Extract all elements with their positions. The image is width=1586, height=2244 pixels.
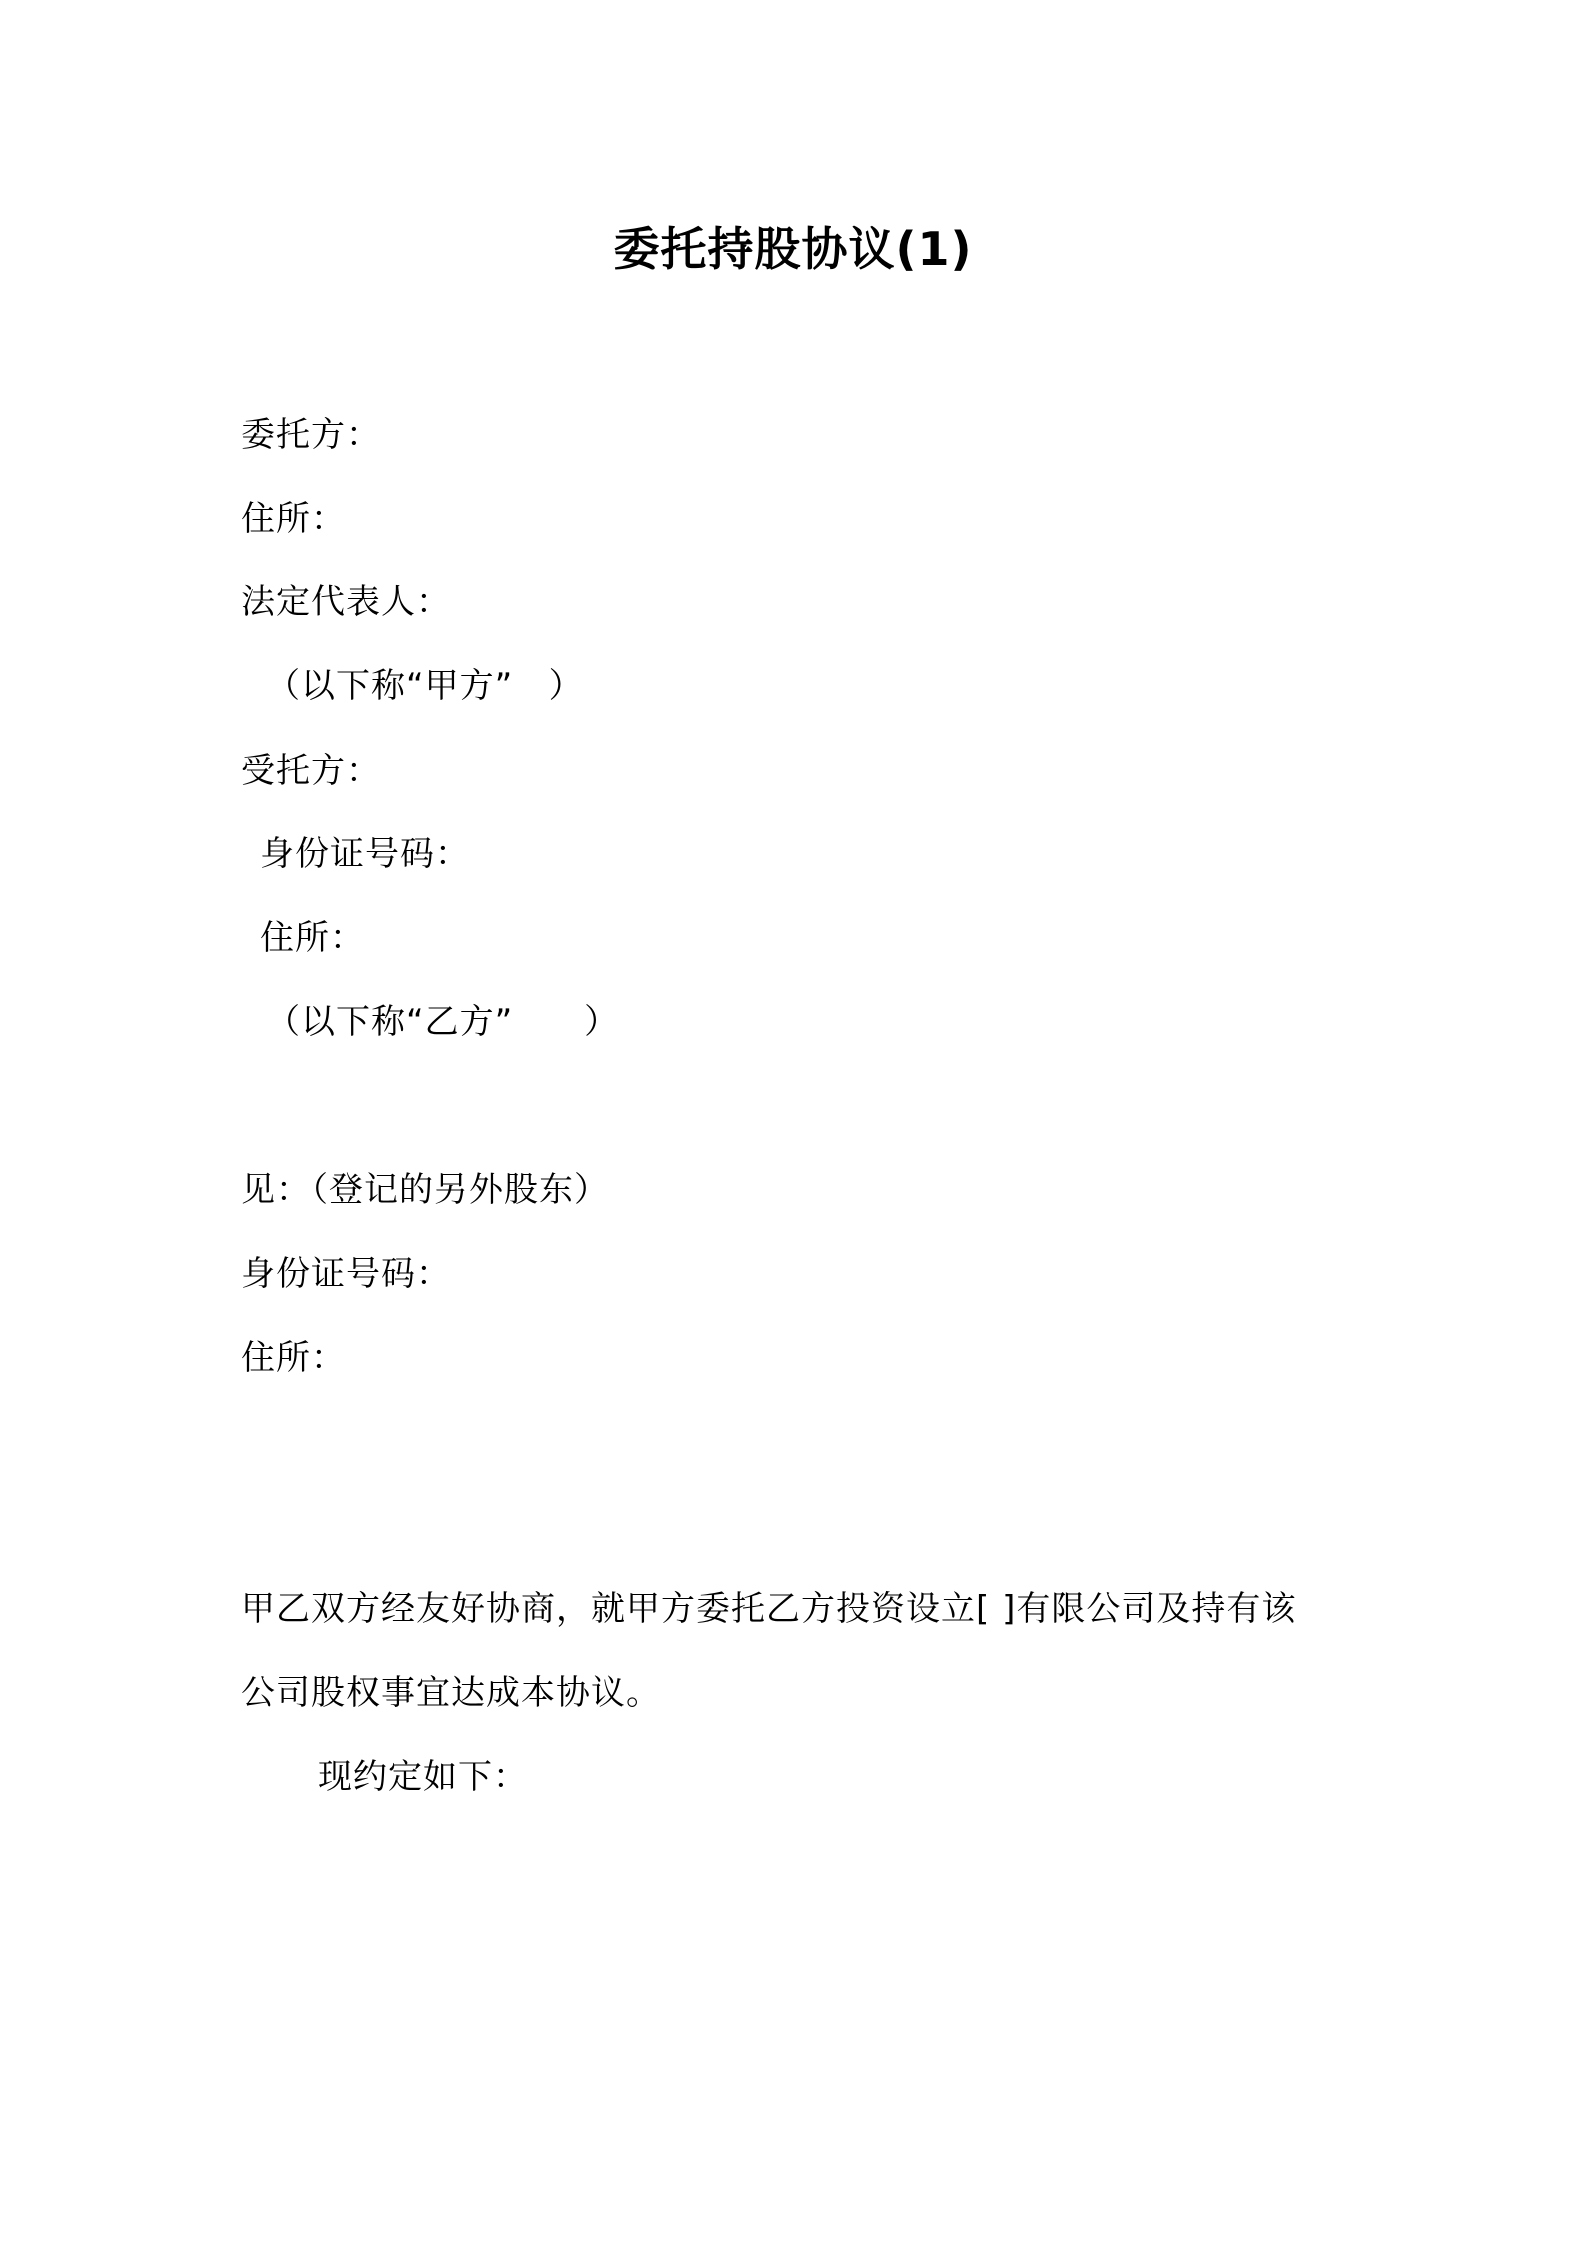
party-b-id-label: 身份证号码：: [260, 834, 470, 874]
client-label: 委托方：: [241, 415, 381, 455]
party-b-alias: （以下称“乙方” ）: [266, 1002, 620, 1042]
party-b-address-label: 住所：: [260, 918, 365, 958]
party-a-address-label: 住所：: [241, 499, 346, 539]
party-a-alias: （以下称“甲方” ）: [266, 666, 584, 706]
agreement-paragraph-line-2: 公司股权事宜达成本协议。: [241, 1673, 661, 1713]
trustee-label: 受托方：: [241, 751, 381, 791]
agreement-paragraph-line-1: 甲乙双方经友好协商，就甲方委托乙方投资设立[ ]有限公司及持有该: [241, 1589, 1297, 1629]
agreement-intro: 现约定如下：: [318, 1757, 528, 1797]
witness-label: 见：（登记的另外股东）: [241, 1170, 609, 1210]
witness-address-label: 住所：: [241, 1338, 346, 1378]
legal-representative-label: 法定代表人：: [241, 582, 451, 622]
witness-id-label: 身份证号码：: [241, 1254, 451, 1294]
document-title: 委托持股协议(1): [613, 222, 973, 276]
